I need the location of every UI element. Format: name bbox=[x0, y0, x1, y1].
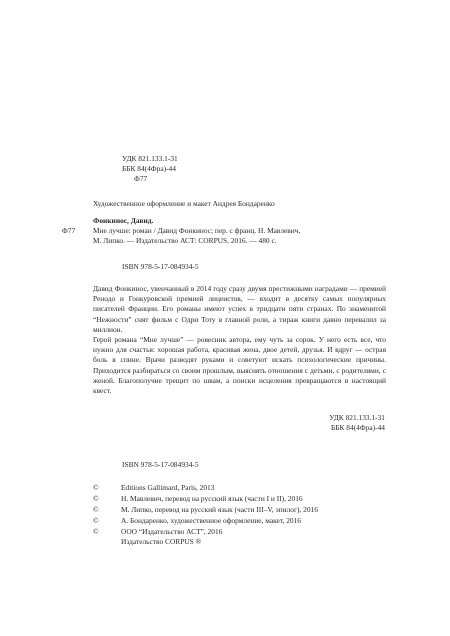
copyright-symbol: © bbox=[93, 483, 99, 492]
catalog-publisher-line: М. Липко. — Издательство АСТ: CORPUS, 2016. — 480 с. bbox=[93, 236, 277, 245]
copyright-line bbox=[93, 494, 303, 504]
copyright-text: ООО “Издательство АСТ”, 2016 bbox=[121, 527, 223, 536]
copyright-symbol: © bbox=[93, 505, 99, 514]
bbk-code-top: ББК 84(4Фра)-44 bbox=[122, 164, 176, 173]
udk-code-top: УДК 821.133.1-31 bbox=[122, 154, 178, 163]
catalog-title-line: Мне лучше: роман / Давид Фонкинос; пер. с франц. Н. Мавлевич, bbox=[93, 226, 301, 235]
copyright-symbol: © bbox=[93, 527, 99, 536]
copyright-text: Н. Мавлевич, перевод на русский язык (части I и II), 2016 bbox=[121, 494, 303, 503]
copyright-line bbox=[93, 527, 222, 537]
annotation-paragraph-2: Герой романа “Мне лучше” — ровесник автора, ему чуть за сорок. У него есть все, что нужно для счастья: хорошая работа, красивая жена, двое детей, друзья. И вдруг — острая боль в спине. Врачи разводят руками и советуют искать психологические причины. Приходится разбираться со своим прошлым, выяснять отношения с детьми, с родителями, с женой. Благополучие трещит по швам, а поиски исцеления превращаются в настоящий квест. bbox=[93, 335, 386, 396]
isbn-second: ISBN 978-5-17-084934-5 bbox=[122, 460, 199, 469]
copyright-line bbox=[93, 505, 318, 515]
bbk-code-bottom: ББК 84(4Фра)-44 bbox=[331, 423, 385, 432]
udk-code-bottom: УДК 821.133.1-31 bbox=[329, 413, 385, 422]
author-mark-left: Ф77 bbox=[62, 226, 76, 235]
copyright-text: М. Липко, перевод на русский язык (части III–V, эпилог), 2016 bbox=[121, 505, 318, 514]
copyright-symbol: © bbox=[93, 516, 99, 525]
annotation bbox=[93, 284, 386, 396]
catalog-author: Фонкинос, Давид. bbox=[93, 216, 154, 225]
copyright-line bbox=[93, 483, 214, 493]
copyright-line bbox=[93, 537, 201, 547]
annotation-paragraph-1: Давид Фонкинос, увенчанный в 2014 году сразу двумя престижными наградами — премией Ренодо и Гонкуровской премией лицеистов, — входит в десятку самых популярных писателей Франции. Его романы имеют успех в тридцати пяти странах. По знаменитой “Нежности” снят фильм с Одри Тоту в главной роли, а тираж книги давно перевалил за миллион. bbox=[93, 284, 386, 334]
isbn-first: ISBN 978-5-17-084934-5 bbox=[122, 262, 199, 271]
copyright-text: А. Бондаренко, художественное оформление, макет, 2016 bbox=[121, 516, 301, 525]
copyright-text: Издательство CORPUS ® bbox=[121, 537, 202, 546]
author-mark-top: Ф77 bbox=[134, 174, 148, 183]
copyright-text: Editions Gallimard, Paris, 2013 bbox=[121, 483, 215, 492]
copyright-symbol: © bbox=[93, 494, 99, 503]
design-credit: Художественное оформление и макет Андрея Бондаренко bbox=[93, 199, 275, 208]
copyright-line bbox=[93, 516, 301, 526]
